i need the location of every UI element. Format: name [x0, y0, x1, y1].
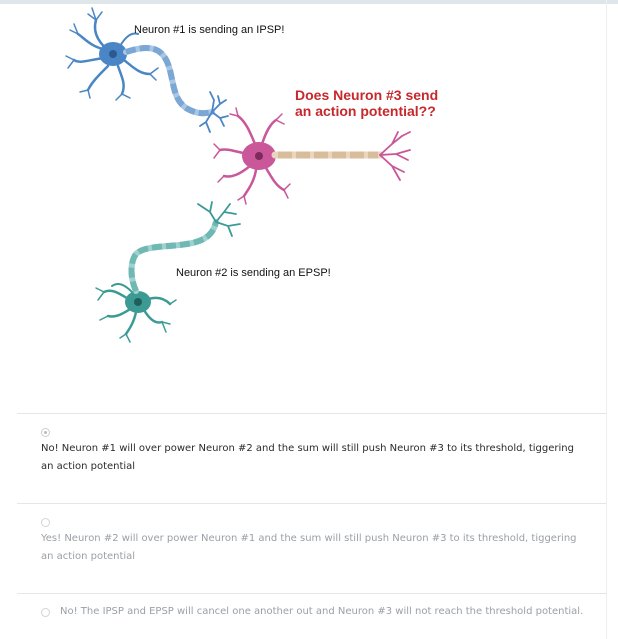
neuron-2-terminal — [198, 202, 240, 236]
option-separator — [17, 593, 606, 594]
option-1-text[interactable]: No! Neuron #1 will over power Neuron #2 and the sum will still push Neuron #3 to its threshold, tiggering an action potential — [41, 443, 574, 472]
neuron-3-terminal — [380, 132, 410, 180]
neuron-2-nucleus — [134, 298, 142, 306]
neuron-1-axon — [126, 48, 212, 113]
radio-button-option-1[interactable] — [41, 428, 50, 437]
option-separator — [17, 503, 606, 504]
neuron-diagram — [0, 4, 618, 404]
radio-button-option-3[interactable] — [41, 608, 50, 617]
radio-button-option-2[interactable] — [41, 518, 50, 527]
neuron-3-nucleus — [255, 152, 263, 160]
neuron-2-axon — [132, 222, 217, 291]
diagram-question — [295, 87, 438, 119]
neuron-1-myelin — [126, 48, 212, 113]
question-line-2: an action potential?? — [295, 103, 436, 119]
option-3-text[interactable]: No! The IPSP and EPSP will cancel one another out and Neuron #3 will not reach the threshold potential. — [60, 606, 584, 617]
neuron-1-caption: Neuron #1 is sending an IPSP! — [134, 24, 285, 36]
neuron-1-nucleus — [109, 50, 117, 58]
neuron-2-caption: Neuron #2 is sending an EPSP! — [176, 267, 331, 279]
option-separator — [17, 413, 606, 414]
neuron-2-myelin — [132, 222, 217, 291]
option-2-text[interactable]: Yes! Neuron #2 will over power Neuron #1 and the sum will still push Neuron #3 to its threshold, tiggering an action potential — [41, 533, 577, 562]
question-line-1: Does Neuron #3 send — [295, 87, 439, 103]
